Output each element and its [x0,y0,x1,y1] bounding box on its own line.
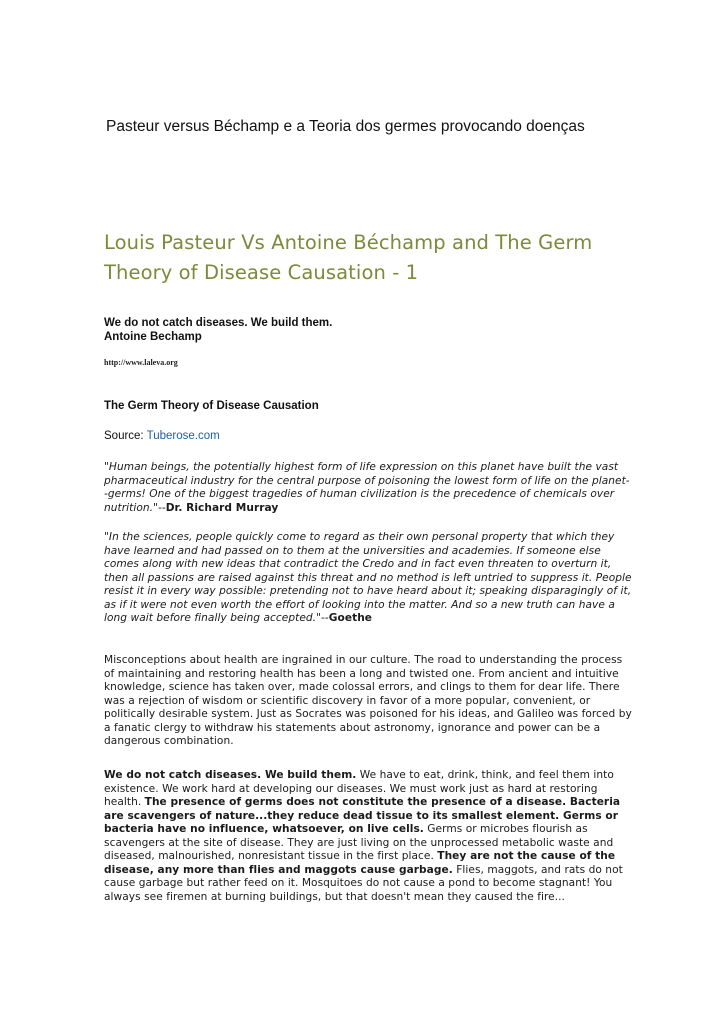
source-line [104,430,220,442]
bold-statement: They are not the cause of the disease, any more than flies and maggots cause garbage. [104,850,616,876]
source-url-small: http://www.laleva.org [104,358,178,367]
main-heading: Louis Pasteur Vs Antoine Béchamp and The Germ Theory of Disease Causation - 1 [104,231,593,284]
quote-paragraph-goethe [104,531,632,626]
opening-quote: We do not catch diseases. We build them. [104,317,333,329]
quote-text: "Human beings, the potentially highest form of life expression on this planet have built the vast pharmaceutical industry for the central purpose of poisoning the lowest form of life on the planet--germs! One of the biggest tragedies of human civilization is the precedence of chemicals over nutrition."-- [104,461,630,514]
quote-text: "In the sciences, people quickly come to regard as their own personal property that which they have learned and had passed on to them at the universities and academies. If someone else comes along with new ideas that contradict the Credo and in fact even threaten to overturn it, then all passions are raised against this threat and no method is left untried to suppress it. People resist it in every way possible: pretending not to have heard about it; speaking disparagingly of it, as if it were not even worth the effort of looking into the matter. And so a new truth can have a long wait before finally being accepted."-- [104,531,632,624]
body-paragraph-germs [104,769,632,904]
body-text: Flies, maggots, and rats do not cause garbage but rather feed on it. Mosquitoes do not cause a pond to become stagnant! You always see firemen at burning buildings, but that doesn't mean they caused the fire... [104,863,623,903]
quote-author: Dr. Richard Murray [165,501,279,514]
opening-quote-author: Antoine Bechamp [104,331,202,343]
body-text: Germs or microbes flourish as scavengers at the site of disease. They are just living on the unprocessed metabolic waste and diseased, malnourished, nonresistant tissue in the first place. [104,823,614,862]
body-text: We have to eat, drink, think, and feel them into existence. We work hard at developing our diseases. We must work just as hard at restoring health. [104,769,614,808]
quote-paragraph-murray [104,461,632,515]
body-paragraph-misconceptions: Misconceptions about health are ingrained in our culture. The road to understanding the process of maintaining and restoring health has been a long and twisted one. From ancient and intuitive knowledge, science has taken over, made colossal errors, and clings to them for dear life. There was a rejection of wisdom or scientific discovery in favor of a more popular, convenient, or politically desirable system. Just as Socrates was poisoned for his ideas, and Galileo was forced by a fanatic clergy to withdraw his statements about astronomy, ignorance and power can be a dangerous combination. [104,654,632,747]
document-title: Pasteur versus Béchamp e a Teoria dos germes provocando doenças [106,118,585,135]
source-label: Source: [104,430,147,442]
opening-quote-block [104,316,332,344]
section-heading: The Germ Theory of Disease Causation [104,400,319,412]
source-link[interactable]: Tuberose.com [146,430,220,442]
bold-statement: The presence of germs does not constitute the presence of a disease. Bacteria are scavengers of nature...they reduce dead tissue to its smallest element. Germs or bacteria have no influence, whatsoever, on live cells. [104,796,621,835]
quote-author: Goethe [328,612,373,624]
bold-statement: We do not catch diseases. We build them. [104,769,357,781]
